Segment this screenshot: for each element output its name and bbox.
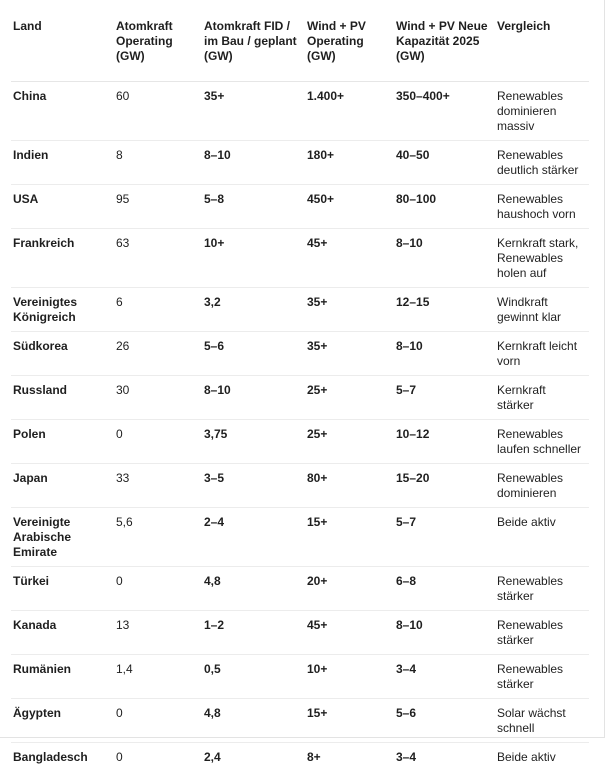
cell-vergleich: Renewables stärker	[495, 567, 589, 611]
cell-windpv-new: 6–8	[394, 567, 495, 611]
cell-atom-operating: 0	[114, 699, 202, 743]
cell-windpv-new: 3–4	[394, 743, 495, 771]
cell-land: Ägypten	[11, 699, 114, 743]
cell-atom-operating: 30	[114, 376, 202, 420]
cell-atom-fid: 3,75	[202, 420, 305, 464]
cell-atom-fid: 3,2	[202, 288, 305, 332]
cell-land: Indien	[11, 141, 114, 185]
table-row	[11, 141, 589, 185]
cell-land: Rumänien	[11, 655, 114, 699]
table-row	[11, 288, 589, 332]
table-row	[11, 508, 589, 567]
cell-windpv-new: 12–15	[394, 288, 495, 332]
cell-windpv-operating: 10+	[305, 655, 394, 699]
cell-land: China	[11, 82, 114, 141]
cell-windpv-operating: 35+	[305, 332, 394, 376]
cell-windpv-new: 5–6	[394, 699, 495, 743]
cell-windpv-new: 8–10	[394, 611, 495, 655]
cell-atom-fid: 5–6	[202, 332, 305, 376]
cell-atom-fid: 35+	[202, 82, 305, 141]
column-header-atom-operating: Atomkraft Operating (GW)	[114, 19, 202, 82]
cell-windpv-new: 3–4	[394, 655, 495, 699]
cell-windpv-operating: 20+	[305, 567, 394, 611]
table-row	[11, 420, 589, 464]
cell-atom-operating: 95	[114, 185, 202, 229]
cell-land: Polen	[11, 420, 114, 464]
cell-atom-operating: 6	[114, 288, 202, 332]
cell-atom-fid: 2–4	[202, 508, 305, 567]
cell-windpv-new: 40–50	[394, 141, 495, 185]
cell-vergleich: Kernkraft leicht vorn	[495, 332, 589, 376]
cell-windpv-operating: 8+	[305, 743, 394, 771]
column-header-vergleich: Vergleich	[495, 19, 589, 82]
cell-atom-operating: 0	[114, 420, 202, 464]
table-body	[11, 82, 589, 771]
cell-land: Bangladesch	[11, 743, 114, 771]
cell-windpv-operating: 15+	[305, 699, 394, 743]
cell-vergleich: Beide aktiv	[495, 508, 589, 567]
header-row	[11, 19, 589, 82]
cell-atom-operating: 33	[114, 464, 202, 508]
table-row	[11, 332, 589, 376]
cell-vergleich: Kernkraft stärker	[495, 376, 589, 420]
table-row	[11, 464, 589, 508]
cell-vergleich: Renewables laufen schneller	[495, 420, 589, 464]
cell-atom-fid: 4,8	[202, 699, 305, 743]
cell-atom-operating: 0	[114, 743, 202, 771]
table-row	[11, 82, 589, 141]
table-row	[11, 655, 589, 699]
cell-land: Japan	[11, 464, 114, 508]
cell-land: Vereinigte Arabische Emirate	[11, 508, 114, 567]
cell-windpv-operating: 80+	[305, 464, 394, 508]
cell-windpv-new: 80–100	[394, 185, 495, 229]
table-row	[11, 376, 589, 420]
cell-land: Türkei	[11, 567, 114, 611]
cell-windpv-operating: 15+	[305, 508, 394, 567]
cell-windpv-new: 10–12	[394, 420, 495, 464]
cell-atom-operating: 8	[114, 141, 202, 185]
cell-windpv-operating: 25+	[305, 420, 394, 464]
cell-atom-operating: 13	[114, 611, 202, 655]
cell-vergleich: Kernkraft stark, Renewables holen auf	[495, 229, 589, 288]
cell-windpv-operating: 180+	[305, 141, 394, 185]
cell-atom-operating: 1,4	[114, 655, 202, 699]
column-header-land: Land	[11, 19, 114, 82]
cell-atom-fid: 8–10	[202, 141, 305, 185]
cell-windpv-operating: 25+	[305, 376, 394, 420]
cell-atom-fid: 3–5	[202, 464, 305, 508]
cell-vergleich: Renewables stärker	[495, 655, 589, 699]
table-header	[11, 19, 589, 82]
cell-windpv-new: 8–10	[394, 332, 495, 376]
column-header-windpv-operating: Wind + PV Operating (GW)	[305, 19, 394, 82]
cell-atom-fid: 10+	[202, 229, 305, 288]
cell-windpv-new: 5–7	[394, 376, 495, 420]
cell-windpv-operating: 45+	[305, 611, 394, 655]
column-header-atom-fid: Atomkraft FID / im Bau / geplant (GW)	[202, 19, 305, 82]
cell-windpv-new: 5–7	[394, 508, 495, 567]
cell-atom-operating: 0	[114, 567, 202, 611]
column-header-windpv-new: Wind + PV Neue Kapazität 2025 (GW)	[394, 19, 495, 82]
cell-land: Frankreich	[11, 229, 114, 288]
cell-vergleich: Windkraft gewinnt klar	[495, 288, 589, 332]
cell-atom-fid: 8–10	[202, 376, 305, 420]
cell-vergleich: Renewables dominieren	[495, 464, 589, 508]
energy-comparison-table	[11, 19, 589, 771]
cell-vergleich: Renewables dominieren massiv	[495, 82, 589, 141]
cell-vergleich: Renewables haushoch vorn	[495, 185, 589, 229]
table-row	[11, 567, 589, 611]
cell-vergleich: Solar wächst schnell	[495, 699, 589, 743]
table-row	[11, 229, 589, 288]
cell-vergleich: Renewables deutlich stärker	[495, 141, 589, 185]
table-row	[11, 185, 589, 229]
cell-atom-fid: 2,4	[202, 743, 305, 771]
table-row	[11, 743, 589, 771]
cell-windpv-operating: 450+	[305, 185, 394, 229]
cell-atom-operating: 63	[114, 229, 202, 288]
cell-land: USA	[11, 185, 114, 229]
cell-windpv-operating: 35+	[305, 288, 394, 332]
cell-vergleich: Beide aktiv	[495, 743, 589, 771]
cell-land: Südkorea	[11, 332, 114, 376]
cell-atom-fid: 4,8	[202, 567, 305, 611]
cell-windpv-operating: 1.400+	[305, 82, 394, 141]
cell-land: Kanada	[11, 611, 114, 655]
cell-atom-operating: 26	[114, 332, 202, 376]
cell-windpv-operating: 45+	[305, 229, 394, 288]
cell-atom-fid: 0,5	[202, 655, 305, 699]
cell-vergleich: Renewables stärker	[495, 611, 589, 655]
table-row	[11, 611, 589, 655]
cell-land: Russland	[11, 376, 114, 420]
cell-atom-fid: 5–8	[202, 185, 305, 229]
cell-atom-operating: 5,6	[114, 508, 202, 567]
table-row	[11, 699, 589, 743]
cell-windpv-new: 8–10	[394, 229, 495, 288]
cell-windpv-new: 15–20	[394, 464, 495, 508]
cell-windpv-new: 350–400+	[394, 82, 495, 141]
cell-atom-fid: 1–2	[202, 611, 305, 655]
cell-atom-operating: 60	[114, 82, 202, 141]
cell-land: Vereinigtes Königreich	[11, 288, 114, 332]
